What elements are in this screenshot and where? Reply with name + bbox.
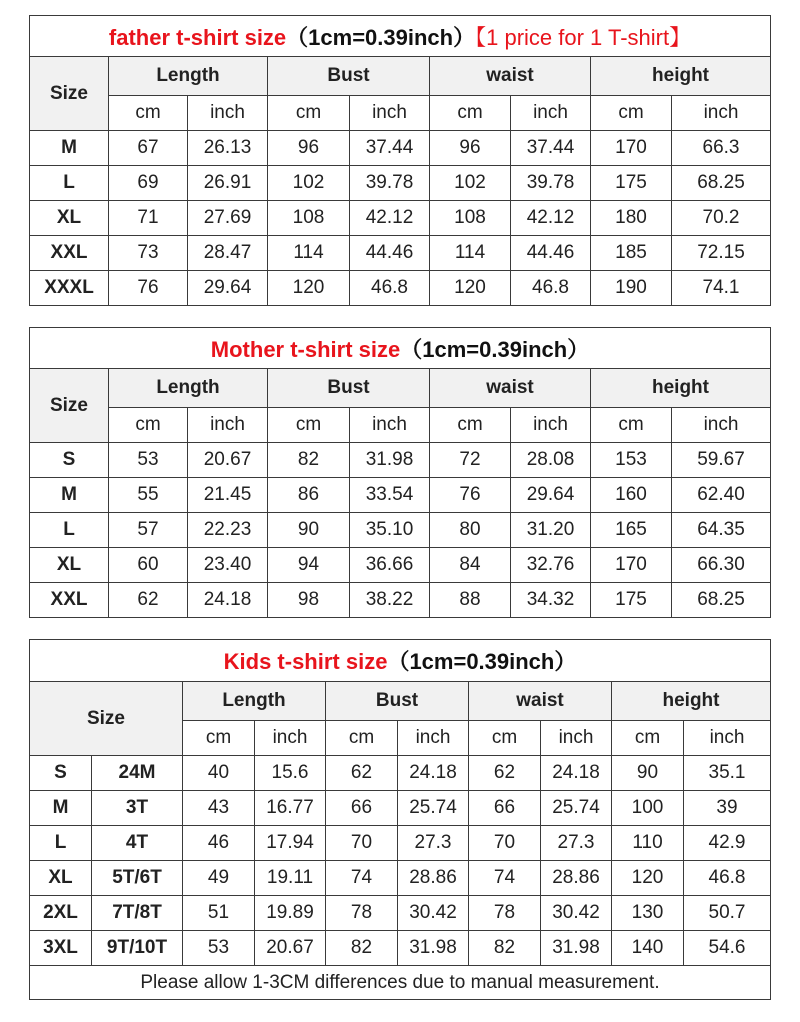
- measurement-cell: 67: [109, 131, 188, 166]
- kids-age-cell: 4T: [92, 826, 183, 861]
- table-row: [30, 896, 771, 931]
- unit-cm: cm: [430, 96, 511, 131]
- measurement-cell: 66.3: [672, 131, 771, 166]
- unit-cm: cm: [591, 408, 672, 443]
- unit-inch: inch: [255, 721, 326, 756]
- table-row: [30, 478, 771, 513]
- size-cell: XXXL: [30, 271, 109, 306]
- table-row: [30, 201, 771, 236]
- measurement-cell: 17.94: [255, 826, 326, 861]
- size-cell: S: [30, 443, 109, 478]
- size-cell: L: [30, 826, 92, 861]
- unit-cm: cm: [469, 721, 541, 756]
- father-table-title: [30, 16, 771, 57]
- measurement-cell: 62: [326, 756, 398, 791]
- measurement-cell: 110: [612, 826, 684, 861]
- table-row: [30, 131, 771, 166]
- measurement-cell: 27.69: [188, 201, 268, 236]
- measurement-cell: 78: [469, 896, 541, 931]
- measurement-cell: 27.3: [398, 826, 469, 861]
- measurement-disclaimer: Please allow 1-3CM differences due to manual measurement.: [30, 966, 771, 1000]
- size-cell: M: [30, 478, 109, 513]
- measurement-cell: 59.67: [672, 443, 771, 478]
- table-row: [30, 826, 771, 861]
- measurement-cell: 35.1: [684, 756, 771, 791]
- kids-age-cell: 24M: [92, 756, 183, 791]
- measurement-cell: 102: [430, 166, 511, 201]
- measurement-cell: 66.30: [672, 548, 771, 583]
- unit-cm: cm: [268, 408, 350, 443]
- unit-inch: inch: [188, 96, 268, 131]
- kids-age-cell: 3T: [92, 791, 183, 826]
- measurement-cell: 165: [591, 513, 672, 548]
- measurement-cell: 50.7: [684, 896, 771, 931]
- size-cell: L: [30, 513, 109, 548]
- measurement-cell: 25.74: [541, 791, 612, 826]
- measurement-cell: 82: [469, 931, 541, 966]
- table-row: [30, 443, 771, 478]
- unit-inch: inch: [511, 408, 591, 443]
- measurement-cell: 40: [183, 756, 255, 791]
- measurement-cell: 19.89: [255, 896, 326, 931]
- measurement-cell: 29.64: [188, 271, 268, 306]
- measurement-cell: 46: [183, 826, 255, 861]
- measurement-cell: 46.8: [511, 271, 591, 306]
- mother-bust-header: Bust: [268, 369, 430, 408]
- measurement-cell: 62.40: [672, 478, 771, 513]
- unit-inch: inch: [511, 96, 591, 131]
- measurement-cell: 108: [268, 201, 350, 236]
- measurement-cell: 60: [109, 548, 188, 583]
- measurement-cell: 68.25: [672, 166, 771, 201]
- measurement-cell: 20.67: [188, 443, 268, 478]
- measurement-cell: 74.1: [672, 271, 771, 306]
- measurement-cell: 16.77: [255, 791, 326, 826]
- measurement-cell: 28.08: [511, 443, 591, 478]
- measurement-cell: 39.78: [350, 166, 430, 201]
- table-row: [30, 236, 771, 271]
- measurement-cell: 102: [268, 166, 350, 201]
- measurement-cell: 72.15: [672, 236, 771, 271]
- father-price-note: 【1 price for 1 T-shirt】: [475, 24, 692, 50]
- measurement-cell: 71: [109, 201, 188, 236]
- measurement-cell: 69: [109, 166, 188, 201]
- measurement-cell: 51: [183, 896, 255, 931]
- measurement-cell: 28.47: [188, 236, 268, 271]
- table-row: [30, 791, 771, 826]
- unit-inch: inch: [350, 408, 430, 443]
- measurement-cell: 100: [612, 791, 684, 826]
- size-cell: L: [30, 166, 109, 201]
- size-cell: S: [30, 756, 92, 791]
- measurement-cell: 28.86: [541, 861, 612, 896]
- measurement-cell: 108: [430, 201, 511, 236]
- measurement-cell: 54.6: [684, 931, 771, 966]
- unit-inch: inch: [188, 408, 268, 443]
- measurement-cell: 34.32: [511, 583, 591, 618]
- measurement-cell: 74: [326, 861, 398, 896]
- measurement-cell: 37.44: [350, 131, 430, 166]
- size-cell: 3XL: [30, 931, 92, 966]
- measurement-cell: 98: [268, 583, 350, 618]
- measurement-cell: 31.98: [350, 443, 430, 478]
- father-title-text: father t-shirt size: [108, 24, 287, 50]
- measurement-cell: 31.20: [511, 513, 591, 548]
- measurement-cell: 46.8: [684, 861, 771, 896]
- measurement-cell: 37.44: [511, 131, 591, 166]
- measurement-cell: 24.18: [541, 756, 612, 791]
- mother-size-table: [29, 327, 771, 618]
- measurement-cell: 31.98: [541, 931, 612, 966]
- table-row: [30, 166, 771, 201]
- measurement-cell: 15.6: [255, 756, 326, 791]
- size-cell: M: [30, 131, 109, 166]
- measurement-cell: 185: [591, 236, 672, 271]
- measurement-cell: 38.22: [350, 583, 430, 618]
- measurement-cell: 22.23: [188, 513, 268, 548]
- unit-inch: inch: [398, 721, 469, 756]
- size-cell: XL: [30, 201, 109, 236]
- table-row: [30, 861, 771, 896]
- measurement-cell: 153: [591, 443, 672, 478]
- father-title-conversion: （1cm=0.39inch）: [286, 24, 476, 50]
- kids-waist-header: waist: [469, 682, 612, 721]
- unit-cm: cm: [591, 96, 672, 131]
- father-bust-header: Bust: [268, 57, 430, 96]
- measurement-cell: 72: [430, 443, 511, 478]
- unit-cm: cm: [612, 721, 684, 756]
- measurement-cell: 62: [469, 756, 541, 791]
- measurement-cell: 130: [612, 896, 684, 931]
- measurement-cell: 35.10: [350, 513, 430, 548]
- measurement-cell: 175: [591, 166, 672, 201]
- size-cell: 2XL: [30, 896, 92, 931]
- measurement-cell: 190: [591, 271, 672, 306]
- kids-size-table: [29, 639, 771, 1000]
- measurement-cell: 82: [268, 443, 350, 478]
- measurement-cell: 44.46: [350, 236, 430, 271]
- size-cell: XL: [30, 861, 92, 896]
- measurement-cell: 175: [591, 583, 672, 618]
- measurement-cell: 70: [326, 826, 398, 861]
- measurement-cell: 26.13: [188, 131, 268, 166]
- measurement-cell: 140: [612, 931, 684, 966]
- mother-rows: [30, 443, 771, 618]
- measurement-cell: 88: [430, 583, 511, 618]
- table-row: [30, 756, 771, 791]
- mother-size-header: Size: [30, 369, 109, 443]
- table-row: [30, 931, 771, 966]
- measurement-cell: 39: [684, 791, 771, 826]
- measurement-cell: 114: [268, 236, 350, 271]
- measurement-cell: 21.45: [188, 478, 268, 513]
- kids-rows: [30, 756, 771, 966]
- measurement-cell: 62: [109, 583, 188, 618]
- measurement-cell: 53: [183, 931, 255, 966]
- unit-cm: cm: [430, 408, 511, 443]
- unit-cm: cm: [109, 408, 188, 443]
- unit-inch: inch: [350, 96, 430, 131]
- measurement-cell: 80: [430, 513, 511, 548]
- measurement-cell: 29.64: [511, 478, 591, 513]
- size-cell: M: [30, 791, 92, 826]
- measurement-cell: 66: [326, 791, 398, 826]
- measurement-cell: 46.8: [350, 271, 430, 306]
- measurement-cell: 25.74: [398, 791, 469, 826]
- measurement-cell: 76: [109, 271, 188, 306]
- measurement-cell: 36.66: [350, 548, 430, 583]
- measurement-cell: 32.76: [511, 548, 591, 583]
- measurement-cell: 31.98: [398, 931, 469, 966]
- measurement-cell: 24.18: [398, 756, 469, 791]
- measurement-cell: 42.12: [350, 201, 430, 236]
- father-rows: [30, 131, 771, 306]
- unit-inch: inch: [541, 721, 612, 756]
- kids-size-header: Size: [30, 682, 183, 756]
- measurement-cell: 66: [469, 791, 541, 826]
- father-size-header: Size: [30, 57, 109, 131]
- father-size-table: [29, 15, 771, 306]
- table-row: [30, 271, 771, 306]
- measurement-cell: 96: [430, 131, 511, 166]
- measurement-cell: 170: [591, 548, 672, 583]
- unit-cm: cm: [326, 721, 398, 756]
- measurement-cell: 39.78: [511, 166, 591, 201]
- size-cell: XXL: [30, 583, 109, 618]
- measurement-cell: 57: [109, 513, 188, 548]
- measurement-cell: 20.67: [255, 931, 326, 966]
- kids-age-cell: 5T/6T: [92, 861, 183, 896]
- measurement-cell: 49: [183, 861, 255, 896]
- kids-age-cell: 9T/10T: [92, 931, 183, 966]
- unit-cm: cm: [268, 96, 350, 131]
- measurement-cell: 26.91: [188, 166, 268, 201]
- unit-inch: inch: [672, 96, 771, 131]
- unit-cm: cm: [183, 721, 255, 756]
- measurement-cell: 30.42: [398, 896, 469, 931]
- measurement-cell: 70: [469, 826, 541, 861]
- measurement-cell: 78: [326, 896, 398, 931]
- measurement-cell: 180: [591, 201, 672, 236]
- measurement-cell: 114: [430, 236, 511, 271]
- table-row: [30, 548, 771, 583]
- measurement-cell: 94: [268, 548, 350, 583]
- measurement-cell: 53: [109, 443, 188, 478]
- kids-table-title: [30, 640, 771, 682]
- table-row: [30, 583, 771, 618]
- size-cell: XXL: [30, 236, 109, 271]
- kids-length-header: Length: [183, 682, 326, 721]
- measurement-cell: 55: [109, 478, 188, 513]
- kids-title-conversion: （1cm=0.39inch）: [387, 649, 577, 674]
- father-length-header: Length: [109, 57, 268, 96]
- measurement-cell: 170: [591, 131, 672, 166]
- measurement-cell: 82: [326, 931, 398, 966]
- mother-waist-header: waist: [430, 369, 591, 408]
- measurement-cell: 43: [183, 791, 255, 826]
- father-height-header: height: [591, 57, 771, 96]
- mother-title-text: Mother t-shirt size: [210, 336, 401, 362]
- measurement-cell: 42.12: [511, 201, 591, 236]
- kids-title-text: Kids t-shirt size: [223, 649, 388, 674]
- measurement-cell: 64.35: [672, 513, 771, 548]
- measurement-cell: 74: [469, 861, 541, 896]
- measurement-cell: 76: [430, 478, 511, 513]
- kids-bust-header: Bust: [326, 682, 469, 721]
- measurement-cell: 28.86: [398, 861, 469, 896]
- mother-title-conversion: （1cm=0.39inch）: [400, 336, 590, 362]
- unit-inch: inch: [684, 721, 771, 756]
- measurement-cell: 120: [268, 271, 350, 306]
- measurement-cell: 120: [612, 861, 684, 896]
- mother-table-title: [30, 328, 771, 369]
- father-waist-header: waist: [430, 57, 591, 96]
- measurement-cell: 44.46: [511, 236, 591, 271]
- measurement-cell: 68.25: [672, 583, 771, 618]
- size-cell: XL: [30, 548, 109, 583]
- measurement-cell: 90: [612, 756, 684, 791]
- mother-height-header: height: [591, 369, 771, 408]
- measurement-cell: 96: [268, 131, 350, 166]
- unit-cm: cm: [109, 96, 188, 131]
- measurement-cell: 84: [430, 548, 511, 583]
- measurement-cell: 160: [591, 478, 672, 513]
- measurement-cell: 24.18: [188, 583, 268, 618]
- measurement-cell: 42.9: [684, 826, 771, 861]
- measurement-cell: 23.40: [188, 548, 268, 583]
- measurement-cell: 73: [109, 236, 188, 271]
- measurement-cell: 120: [430, 271, 511, 306]
- measurement-cell: 30.42: [541, 896, 612, 931]
- kids-age-cell: 7T/8T: [92, 896, 183, 931]
- mother-length-header: Length: [109, 369, 268, 408]
- kids-height-header: height: [612, 682, 771, 721]
- measurement-cell: 19.11: [255, 861, 326, 896]
- measurement-cell: 70.2: [672, 201, 771, 236]
- measurement-cell: 90: [268, 513, 350, 548]
- measurement-cell: 86: [268, 478, 350, 513]
- measurement-cell: 27.3: [541, 826, 612, 861]
- unit-inch: inch: [672, 408, 771, 443]
- measurement-cell: 33.54: [350, 478, 430, 513]
- table-row: [30, 513, 771, 548]
